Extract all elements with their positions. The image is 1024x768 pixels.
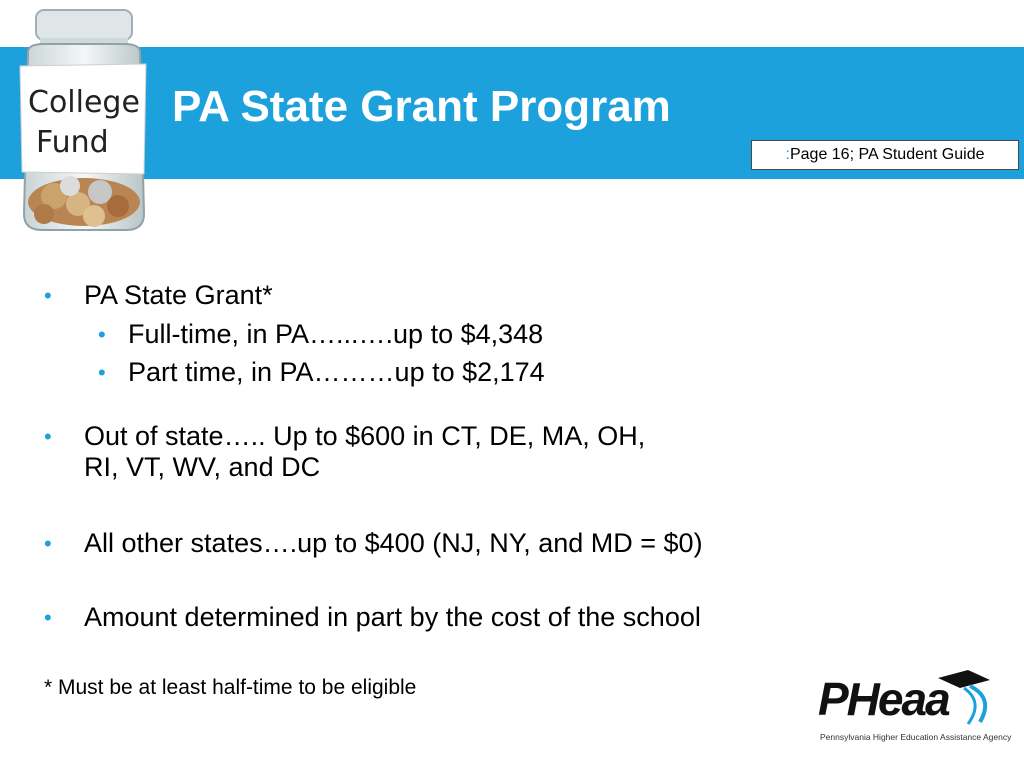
college-fund-jar-image xyxy=(14,4,154,236)
pheaa-logo xyxy=(818,668,1012,748)
bullet-icon: • xyxy=(98,360,106,385)
jar-label-line2: Fund xyxy=(36,125,109,160)
reference-box xyxy=(751,140,1019,170)
footnote: * Must be at least half-time to be eligible xyxy=(44,676,417,699)
bullet-icon: • xyxy=(44,283,52,308)
logo-wordmark: PHeaa xyxy=(818,673,949,725)
page-title: PA State Grant Program xyxy=(172,82,671,131)
list-item: • Amount determined in part by the cost of the school xyxy=(44,602,701,632)
bullet-icon: • xyxy=(44,531,52,556)
bullet-icon: • xyxy=(44,424,52,449)
jar-label-line1: College xyxy=(28,85,140,120)
list-item: • Out of state….. Up to $600 in CT, DE, MA, OH, RI, VT, WV, and DC xyxy=(44,421,646,482)
bullet-icon: • xyxy=(44,605,52,630)
reference-text: Page 16; PA Student Guide xyxy=(789,146,985,163)
logo-subtitle: Pennsylvania Higher Education Assistance Agency xyxy=(820,732,1012,742)
list-item: • PA State Grant* xyxy=(44,280,273,310)
bullet-list xyxy=(40,280,940,633)
reference-prefix: : xyxy=(785,146,790,163)
list-item: • All other states….up to $400 (NJ, NY, and MD = $0) xyxy=(44,528,703,558)
list-item: • Full-time, in PA…...….up to $4,348 xyxy=(98,319,544,349)
bullet-icon: • xyxy=(98,322,106,347)
list-item: • Part time, in PA………up to $2,174 xyxy=(98,357,545,387)
